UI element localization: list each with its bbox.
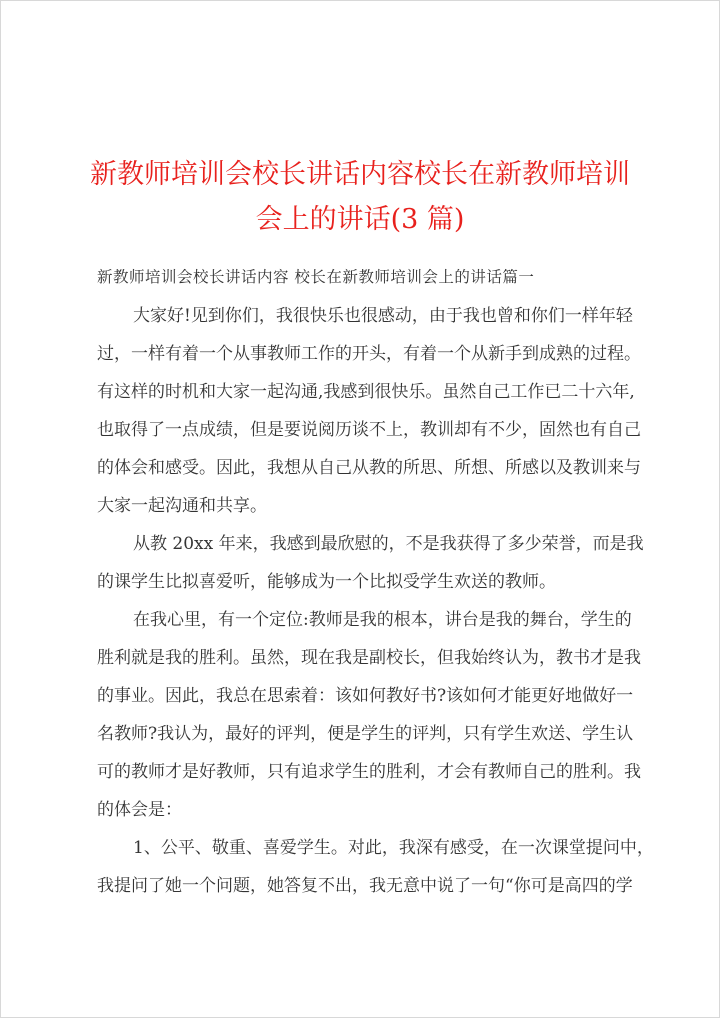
- text-line: 从教 20xx 年来，我感到最欣慰的，不是我获得了多少荣誉，而是我: [133, 534, 644, 554]
- paragraph: [97, 829, 654, 905]
- text-line: 我提问了她一个问题，她答复不出，我无意中说了一句“你可是高四的学: [97, 876, 633, 896]
- text-line: 在我心里，有一个定位:教师是我的根本，讲台是我的舞台，学生的: [133, 610, 632, 630]
- text-line: 的体会是：: [97, 800, 182, 820]
- text-line: 的课学生比拟喜爱听，能够成为一个比拟受学生欢送的教师。: [97, 572, 556, 592]
- section-heading: 新教师培训会校长讲话内容 校长在新教师培训会上的讲话篇一: [97, 268, 535, 286]
- document-body: [97, 297, 654, 905]
- text-line: 过，一样有着一个从事教师工作的开头，有着一个从新手到成熟的过程。: [97, 344, 641, 364]
- text-line: 有这样的时机和大家一起沟通,我感到很快乐。虽然自己工作已二十六年,: [97, 382, 635, 402]
- paragraph: [97, 601, 641, 829]
- text-line: 名教师?我认为，最好的评判，便是学生的评判，只有学生欢送、学生认: [97, 724, 634, 744]
- text-line: 大家好!见到你们，我很快乐也很感动，由于我也曾和你们一样年轻: [133, 306, 633, 326]
- paragraph: [97, 297, 641, 525]
- document-title-line-1: 新教师培训会校长讲话内容校长在新教师培训: [90, 159, 630, 190]
- document-title-line-2: 会上的讲话(3 篇): [255, 204, 465, 235]
- text-line: 的事业。因此，我总在思索着：该如何教好书?该如何才能更好地做好一: [97, 686, 634, 706]
- text-line: 大家一起沟通和共享。: [97, 496, 267, 516]
- text-line: 也取得了一点成绩，但是要说阅历谈不上，教训却有不少，固然也有自己: [97, 420, 641, 440]
- text-line: 的体会和感受。因此，我想从自己从教的所思、所想、所感以及教训来与: [97, 458, 641, 478]
- text-line: 可的教师才是好教师，只有追求学生的胜利，才会有教师自己的胜利。我: [97, 762, 641, 782]
- text-line: 胜利就是我的胜利。虽然，现在我是副校长，但我始终认为，教书才是我: [97, 648, 641, 668]
- text-line: 1、公平、敬重、喜爱学生。对此，我深有感受，在一次课堂提问中，: [133, 838, 654, 858]
- paragraph: [97, 525, 644, 601]
